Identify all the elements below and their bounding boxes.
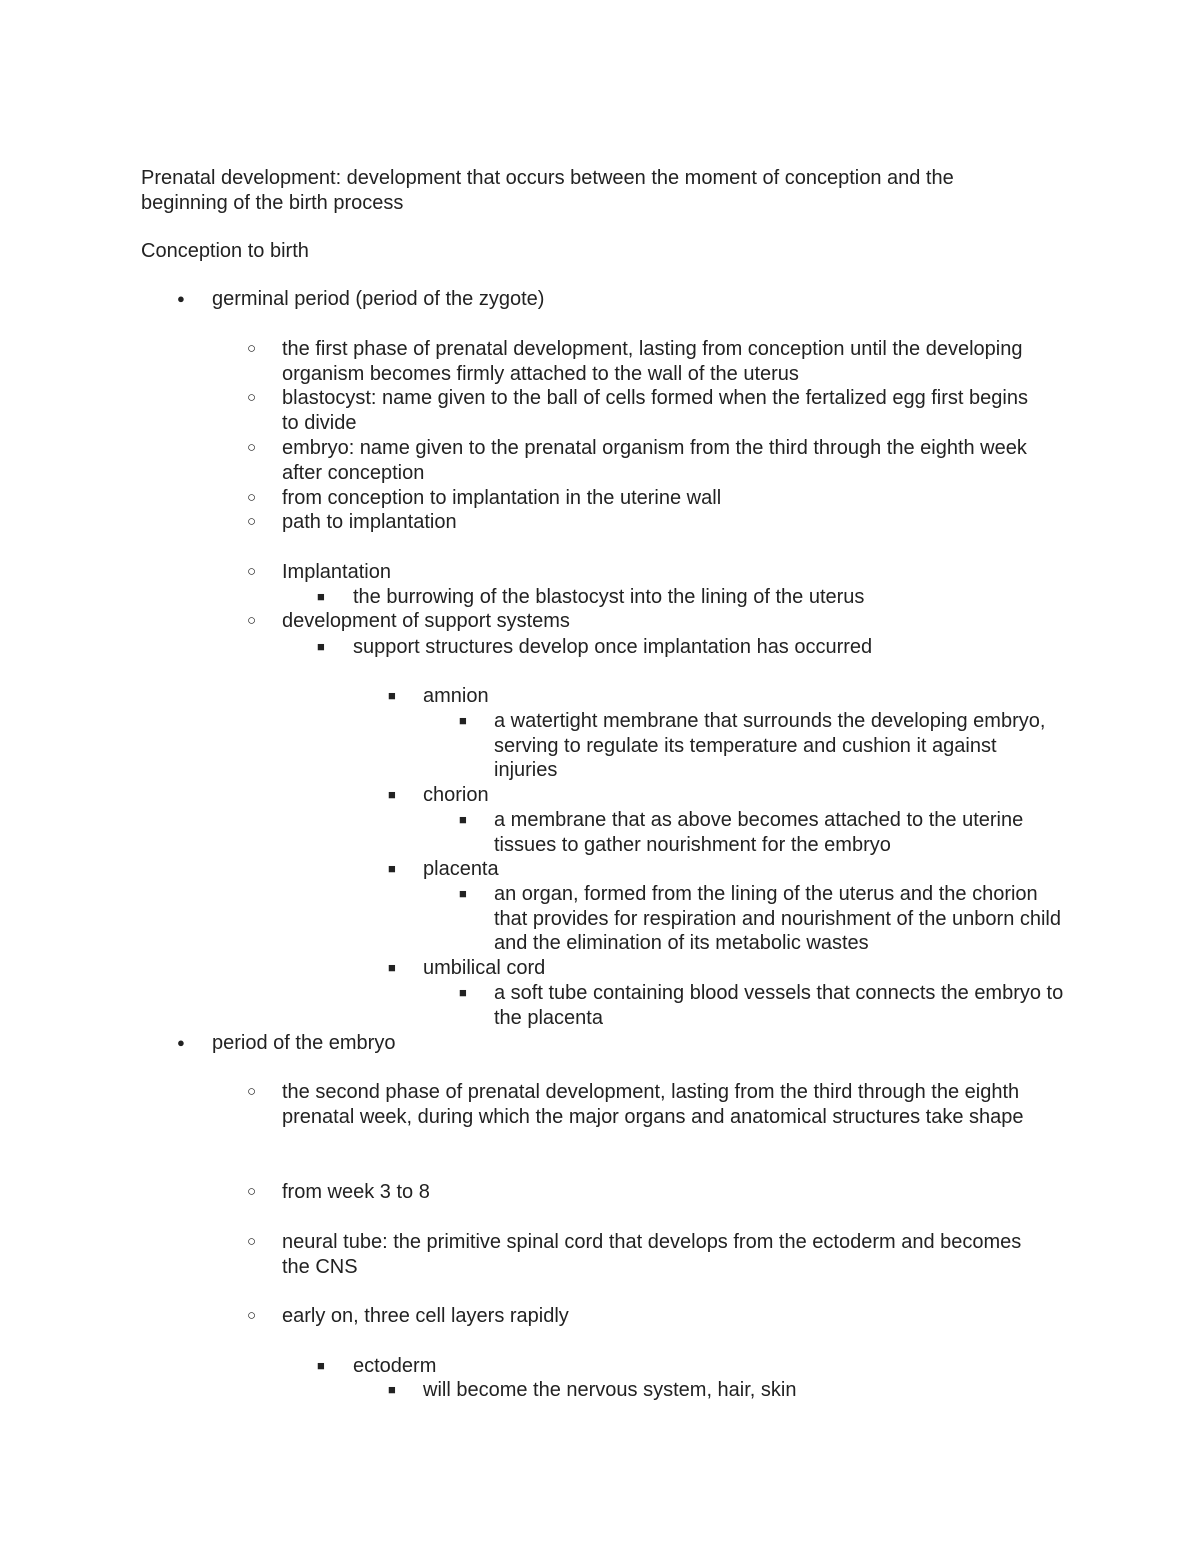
square-bullet-icon: ■ [317, 1358, 325, 1373]
circle-bullet-icon: ○ [247, 1083, 257, 1100]
list-item-text: Implantation [282, 561, 391, 583]
circle-bullet-icon: ○ [247, 1307, 257, 1324]
square-bullet-icon: ■ [459, 985, 467, 1000]
list-item [212, 386, 1042, 435]
square-bullet-icon: ■ [388, 787, 396, 802]
square-bullet-icon: ■ [388, 861, 396, 876]
circle-bullet-icon: ○ [247, 1183, 257, 1200]
list-item-text: the first phase of prenatal development, lasting from conception until the developing organism becomes firmly attached to the wall of the uterus [282, 338, 1023, 385]
square-bullet-icon: ■ [459, 812, 467, 827]
list-item-text: ectoderm [353, 1355, 437, 1377]
list-item [212, 1304, 1042, 1329]
circle-bullet-icon: ○ [247, 489, 257, 506]
list-item-text: embryo: name given to the prenatal organism from the third through the eighth week after conception [282, 437, 1027, 484]
list-item-text: the second phase of prenatal development, lasting from the third through the eighth prenatal week, during which the major organs and anatomical structures take shape [282, 1081, 1024, 1128]
list-item-text: period of the embryo [212, 1032, 396, 1054]
list-item [353, 1378, 1063, 1403]
square-bullet-icon: ■ [459, 886, 467, 901]
list-item-chorion [353, 783, 1063, 808]
list-item [212, 1080, 1042, 1129]
square-bullet-icon: ■ [388, 688, 396, 703]
list-item-text: a soft tube containing blood vessels that connects the embryo to the placenta [494, 982, 1064, 1029]
list-item-text: early on, three cell layers rapidly [282, 1305, 569, 1327]
circle-bullet-icon: ○ [247, 389, 257, 406]
list-item-text: from conception to implantation in the uterine wall [282, 487, 722, 509]
list-item-ectoderm [282, 1354, 1053, 1379]
square-bullet-icon: ■ [388, 960, 396, 975]
list-item-umbilical-cord [353, 956, 1063, 981]
list-item-text: blastocyst: name given to the ball of cells formed when the fertalized egg first begins to divide [282, 387, 1028, 434]
square-bullet-icon: ■ [317, 639, 325, 654]
list-item [212, 337, 1042, 386]
list-item-text: an organ, formed from the lining of the uterus and the chorion that provides for respiration and nourishment of the unborn child and the elimination of its metabolic wastes [494, 883, 1062, 954]
list-item [212, 486, 1042, 511]
circle-bullet-icon: ○ [247, 513, 257, 530]
list-item-germinal-period [141, 287, 544, 312]
list-item-text: neural tube: the primitive spinal cord that develops from the ectoderm and becomes the CNS [282, 1231, 1022, 1278]
list-item-support-systems [212, 609, 1042, 634]
list-item-text: umbilical cord [423, 957, 546, 979]
list-item-text: path to implantation [282, 511, 457, 533]
circle-bullet-icon: ○ [247, 612, 257, 629]
list-item-text: support structures develop once implantation has occurred [353, 636, 873, 658]
bullet-icon: ● [177, 1035, 185, 1050]
section-heading: Conception to birth [141, 240, 309, 262]
list-item-period-of-embryo [141, 1031, 395, 1056]
list-item-text: the burrowing of the blastocyst into the lining of the uterus [353, 586, 865, 608]
list-item [212, 510, 1042, 535]
list-item [423, 981, 1064, 1030]
list-item-implantation [212, 560, 1042, 585]
square-bullet-icon: ■ [459, 713, 467, 728]
list-item [212, 1230, 1042, 1279]
square-bullet-icon: ■ [317, 589, 325, 604]
circle-bullet-icon: ○ [247, 439, 257, 456]
list-item-text: a membrane that as above becomes attached to the uterine tissues to gather nourishment for the embryo [494, 809, 1024, 856]
list-item-text: amnion [423, 685, 489, 707]
bullet-icon: ● [177, 291, 185, 306]
list-item [212, 436, 1042, 485]
list-item-text: development of support systems [282, 610, 570, 632]
list-item-text: chorion [423, 784, 489, 806]
list-item-text: a watertight membrane that surrounds the developing embryo, serving to regulate its temperature and cushion it against injuries [494, 710, 1046, 781]
list-item [282, 635, 1053, 660]
circle-bullet-icon: ○ [247, 1233, 257, 1250]
list-item-amnion [353, 684, 1063, 709]
list-item-text: from week 3 to 8 [282, 1181, 430, 1203]
list-item-text: germinal period (period of the zygote) [212, 288, 545, 310]
square-bullet-icon: ■ [388, 1382, 396, 1397]
list-item [423, 882, 1064, 956]
list-item [423, 709, 1064, 783]
list-item [212, 1180, 1042, 1205]
list-item [423, 808, 1064, 857]
circle-bullet-icon: ○ [247, 340, 257, 357]
circle-bullet-icon: ○ [247, 563, 257, 580]
intro-paragraph: Prenatal development: development that occurs between the moment of conception and the beginning of the birth process [141, 167, 954, 214]
list-item-text: placenta [423, 858, 499, 880]
list-item-text: will become the nervous system, hair, skin [423, 1379, 797, 1401]
list-item-placenta [353, 857, 1063, 882]
list-item [282, 585, 1053, 610]
